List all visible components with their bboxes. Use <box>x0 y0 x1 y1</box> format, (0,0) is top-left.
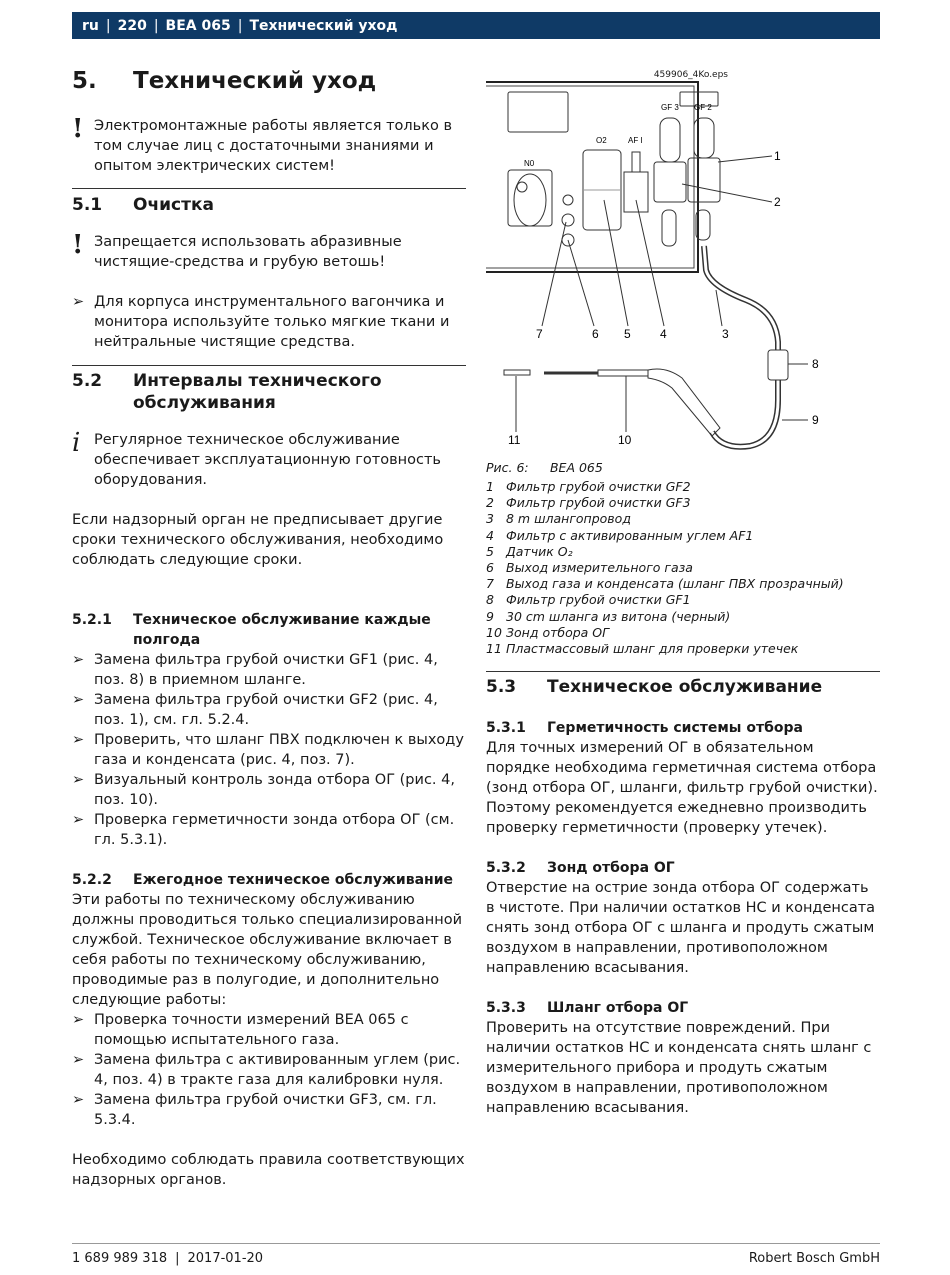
paragraph: Для точных измерений ОГ в обязательном порядке необходима герметичная система отбора (зонд отбора ОГ, шланги, фильтр грубой очистки). Поэтому рекомендуется ежедневно производить проверку герметичности (проверку утечек). <box>486 740 878 837</box>
legend-text: 8 m шлангопровод <box>506 511 631 527</box>
paragraph: Проверить на отсутствие повреждений. При наличии остатков НС и конденсата снять шланг с измерительного прибора и продуть сжатым воздухом в направлении, противоположном направлению всасывания. <box>486 1020 872 1117</box>
figure-caption <box>486 460 880 475</box>
section-number: 5.1 <box>72 195 103 215</box>
section-title: Техническое обслуживание каждые полгода <box>133 612 431 648</box>
n0-screw <box>517 182 527 192</box>
header-separator: | <box>153 17 159 34</box>
legend-text: Пластмассовый шланг для проверки утечек <box>506 641 799 657</box>
info-icon: i <box>72 428 81 458</box>
device-inner-outline <box>486 86 694 268</box>
list-item-text: Визуальный контроль зонда отбора ОГ (рис. 4, поз. 10). <box>94 772 455 808</box>
legend-number: 3 <box>486 511 494 527</box>
n0-sensor <box>514 174 546 226</box>
section-5-3-heading <box>486 676 880 698</box>
legend-text: Датчик O₂ <box>506 543 573 559</box>
gf3-filter <box>654 162 686 202</box>
arrow-bullet-icon: ➢ <box>72 1052 85 1068</box>
legend-item <box>486 592 880 608</box>
list-item-text: Для корпуса инструментального вагончика и монитора используйте только мягкие ткани и нейтральные чистящие средства. <box>94 294 450 350</box>
callout-9: 9 <box>812 413 819 427</box>
list-item-text: Замена фильтра с активированным углем (рис. 4, поз. 4) в тракте газа для калибровки нуля. <box>94 1052 461 1088</box>
leader-line-5 <box>604 200 628 326</box>
leader-line-3 <box>716 290 722 326</box>
warning-note <box>72 232 466 272</box>
af1-filter <box>624 172 648 212</box>
panel-rect <box>508 92 568 132</box>
list-item <box>72 810 466 850</box>
legend-item <box>486 479 880 495</box>
legend-number: 2 <box>486 495 494 511</box>
header-page-number: 220 <box>117 17 147 34</box>
legend-text: Зонд отбора ОГ <box>506 624 610 640</box>
gf3-lower-tube <box>662 210 676 246</box>
legend-number: 8 <box>486 592 494 608</box>
list-item <box>72 1010 466 1050</box>
footer-separator: | <box>175 1251 180 1266</box>
list-item <box>72 292 466 352</box>
footer-date: 2017-01-20 <box>187 1251 264 1266</box>
label-af1: AF I <box>628 136 643 145</box>
header-product: BEA 065 <box>165 17 231 34</box>
label-gf2: GF 2 <box>694 103 712 112</box>
footer-left <box>72 1251 263 1266</box>
header-separator: | <box>237 17 243 34</box>
list-item-text: Замена фильтра грубой очистки GF1 (рис. 4, поз. 8) в приемном шланге. <box>94 652 438 688</box>
list-item <box>72 770 466 810</box>
section-number: 5.2 <box>72 371 103 391</box>
section-title: Техническое обслуживание <box>547 677 823 698</box>
paragraph: Отверстие на острие зонда отбора ОГ содержать в чистоте. При наличии остатков НС и конденсата снять зонд отбора ОГ с шланга и продуть сжатым воздухом в направлении, противоположном направлению всасывания. <box>486 880 876 977</box>
list-item <box>72 1050 466 1090</box>
warning-note <box>72 116 466 176</box>
section-divider <box>486 671 880 672</box>
leader-line-4 <box>636 200 664 326</box>
af1-connector <box>632 152 640 172</box>
bullet-list <box>72 1010 466 1130</box>
right-column <box>486 60 880 1118</box>
list-item-text: Проверка герметичности зонда отбора ОГ (см. гл. 5.3.1). <box>94 812 455 848</box>
section-divider <box>72 188 466 189</box>
legend-number: 11 <box>486 641 502 657</box>
section-title: Зонд отбора ОГ <box>547 860 675 877</box>
hose-inner <box>704 246 778 447</box>
legend-number: 10 <box>486 624 502 640</box>
section-number: 5.3.3 <box>486 1000 526 1017</box>
n0-box <box>508 170 552 226</box>
section-5-3-3-heading <box>486 998 880 1018</box>
arrow-bullet-icon: ➢ <box>72 772 85 788</box>
info-text: Регулярное техническое обслуживание обеспечивает эксплуатационную готовность оборудования. <box>94 432 441 488</box>
hose <box>704 246 778 447</box>
callout-8: 8 <box>812 357 819 371</box>
callout-6: 6 <box>592 327 599 341</box>
gf3-tube <box>660 118 680 162</box>
page-header-bar <box>72 12 880 39</box>
legend-item <box>486 544 880 560</box>
exclamation-icon: ! <box>72 114 84 144</box>
legend-text: Фильтр грубой очистки GF3 <box>506 495 691 511</box>
section-5-heading <box>72 68 466 94</box>
footer-divider <box>72 1243 880 1244</box>
arrow-bullet-icon: ➢ <box>72 294 85 310</box>
footer-company: Robert Bosch GmbH <box>748 1251 880 1266</box>
legend-text: Фильтр с активированным углем AF1 <box>506 527 754 543</box>
legend-text: Фильтр грубой очистки GF1 <box>506 592 691 608</box>
section-title: Ежегодное техническое обслуживание <box>133 872 454 888</box>
legend-text: Выход газа и конденсата (шланг ПВХ прозрачный) <box>506 576 844 592</box>
page-footer <box>72 1251 880 1266</box>
legend-number: 9 <box>486 608 494 624</box>
section-title: Технический уход <box>133 68 377 94</box>
legend-number: 5 <box>486 543 494 559</box>
callout-3: 3 <box>722 327 729 341</box>
callout-1: 1 <box>774 149 781 163</box>
legend-text: Выход измерительного газа <box>506 560 693 576</box>
callout-5: 5 <box>624 327 631 341</box>
warning-text: Электромонтажные работы является только в том случае лиц с достаточными знаниями и опытом электрических систем! <box>94 118 452 174</box>
legend-item <box>486 609 880 625</box>
leader-line-2 <box>682 184 772 202</box>
section-number: 5.3.2 <box>486 860 526 877</box>
figure-filename: 459906_4Ko.eps <box>653 70 728 80</box>
figure-title: BEA 065 <box>549 460 603 475</box>
legend-item <box>486 576 880 592</box>
list-item-text: Проверить, что шланг ПВХ подключен к выходу газа и конденсата (рис. 4, поз. 7). <box>94 732 464 768</box>
arrow-bullet-icon: ➢ <box>72 812 85 828</box>
legend-number: 1 <box>486 479 494 494</box>
label-o2: O2 <box>596 136 607 145</box>
section-title: Очистка <box>133 195 214 215</box>
section-number: 5.3.1 <box>486 720 526 737</box>
exclamation-icon: ! <box>72 230 84 260</box>
info-note <box>72 430 466 490</box>
arrow-bullet-icon: ➢ <box>72 1012 85 1028</box>
legend-item <box>486 495 880 511</box>
gf1-filter <box>768 350 788 380</box>
gf2-filter <box>688 158 720 202</box>
section-5-1-heading <box>72 194 466 216</box>
legend-number: 7 <box>486 576 494 592</box>
legend-item <box>486 625 880 641</box>
paragraph: Необходимо соблюдать правила соответствующих надзорных органов. <box>72 1152 465 1188</box>
callout-7: 7 <box>536 327 543 341</box>
arrow-bullet-icon: ➢ <box>72 652 85 668</box>
legend-item <box>486 528 880 544</box>
list-item <box>72 730 466 770</box>
device-schematic <box>486 60 880 460</box>
port <box>563 195 573 205</box>
callout-11: 11 <box>508 433 521 447</box>
header-separator: | <box>105 17 111 34</box>
figure-legend <box>486 479 880 657</box>
list-item-text: Замена фильтра грубой очистки GF2 (рис. 4, поз. 1), см. гл. 5.2.4. <box>94 692 438 728</box>
section-number: 5.2.2 <box>72 872 112 888</box>
callout-4: 4 <box>660 327 667 341</box>
leader-line-6 <box>568 240 594 326</box>
leak-test-hose <box>504 370 530 375</box>
probe-spring <box>598 370 648 376</box>
section-divider <box>72 365 466 366</box>
section-5-2-1-heading <box>72 610 466 650</box>
section-number: 5.2.1 <box>72 612 112 628</box>
section-5-2-2-heading <box>72 870 466 890</box>
paragraph: Эти работы по техническому обслуживанию должны проводиться только специализированной службой. Техническое обслуживание включает в себя работы по техническому обслуживанию, проводимые раз в полугодие, и дополнительно следующие работы: <box>72 892 462 1008</box>
arrow-bullet-icon: ➢ <box>72 692 85 708</box>
legend-number: 4 <box>486 527 494 543</box>
legend-item <box>486 641 880 657</box>
arrow-bullet-icon: ➢ <box>72 1092 85 1108</box>
legend-text: Фильтр грубой очистки GF2 <box>506 479 691 494</box>
figure-number: Рис. 6: <box>486 460 529 475</box>
section-title: Герметичность системы отбора <box>547 720 803 737</box>
list-item-text: Замена фильтра грубой очистки GF3, см. гл. 5.3.4. <box>94 1092 437 1128</box>
section-5-2-heading <box>72 370 466 414</box>
section-number: 5.3 <box>486 677 517 698</box>
legend-item <box>486 560 880 576</box>
header-lang: ru <box>82 17 99 34</box>
label-n0: N0 <box>524 159 535 168</box>
callout-10: 10 <box>618 433 632 447</box>
section-5-3-2-heading <box>486 858 880 878</box>
section-title: Интервалы технического обслуживания <box>133 371 382 413</box>
left-column <box>72 60 466 1190</box>
header-section: Технический уход <box>249 17 398 34</box>
list-item <box>72 650 466 690</box>
legend-number: 6 <box>486 560 494 576</box>
leader-line-7 <box>542 222 566 326</box>
figure-diagram <box>486 60 880 460</box>
leader-line-1 <box>718 156 772 162</box>
arrow-bullet-icon: ➢ <box>72 732 85 748</box>
list-item <box>72 1090 466 1130</box>
probe-handle <box>648 369 720 436</box>
list-item-text: Проверка точности измерений BEA 065 с помощью испытательного газа. <box>94 1012 409 1048</box>
footer-doc-number: 1 689 989 318 <box>72 1251 168 1266</box>
label-gf3: GF 3 <box>661 103 679 112</box>
section-title: Шланг отбора ОГ <box>547 1000 689 1017</box>
callout-2: 2 <box>774 195 781 209</box>
paragraph: Если надзорный орган не предписывает другие сроки технического обслуживания, необходимо соблюдать следующие сроки. <box>72 512 444 568</box>
gas-outlet-port <box>562 214 574 226</box>
legend-text: 30 cm шланга из витона (черный) <box>506 608 731 624</box>
warning-text: Запрещается использовать абразивные чистящие-средства и грубую ветошь! <box>94 234 402 270</box>
legend-item <box>486 511 880 527</box>
section-number: 5. <box>72 68 97 94</box>
bullet-list <box>72 650 466 850</box>
section-5-3-1-heading <box>486 718 880 738</box>
list-item <box>72 690 466 730</box>
